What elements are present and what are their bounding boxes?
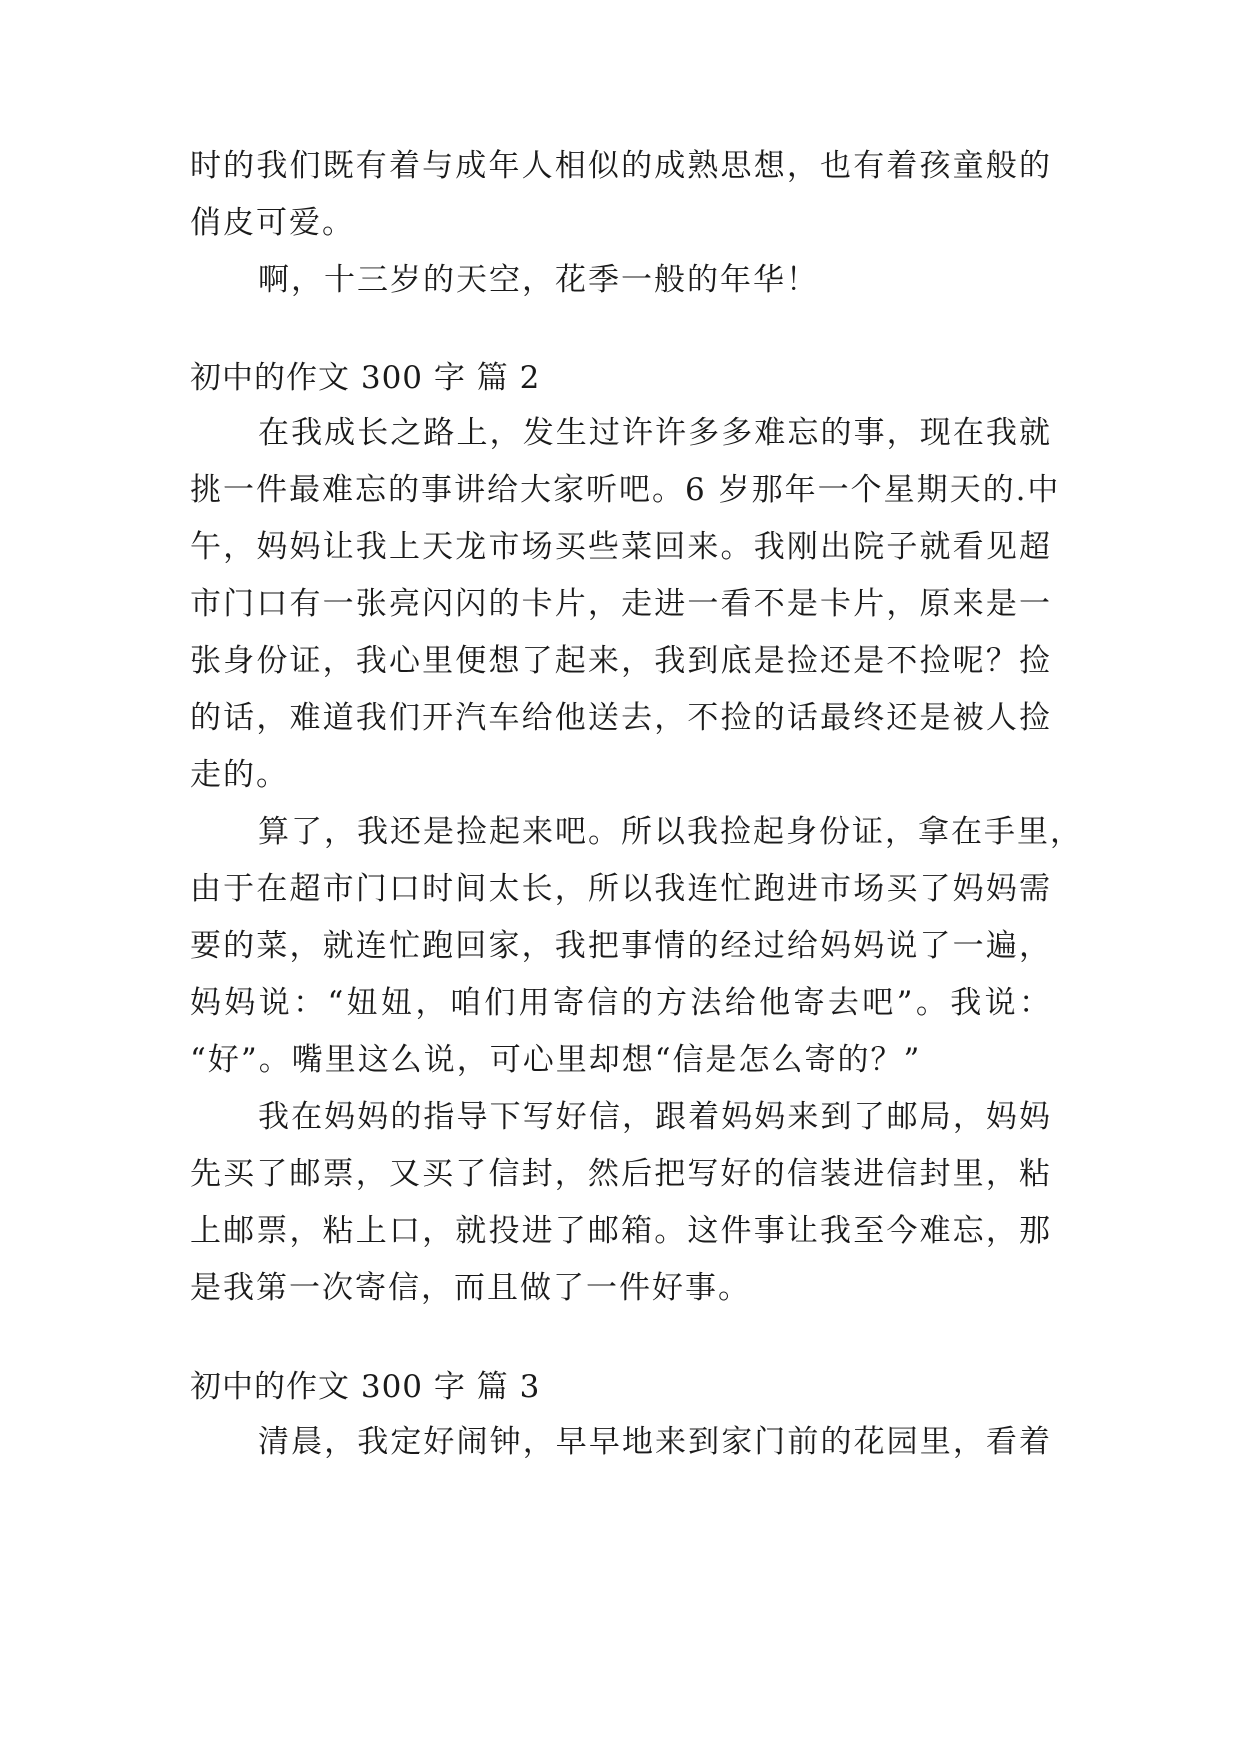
text-line: 市门口有一张亮闪闪的卡片，走进一看不是卡片，原来是一: [190, 586, 1052, 622]
text-line: 俏皮可爱。: [190, 205, 355, 241]
document-page: [190, 0, 1083, 1754]
text-line: 妈妈说：“妞妞，咱们用寄信的方法给他寄去吧”。我说：: [190, 985, 1052, 1021]
text-line: 清晨，我定好闹钟，早早地来到家门前的花园里，看着: [258, 1424, 1052, 1460]
section-heading-2: 初中的作文 300 字 篇 2: [190, 360, 541, 396]
text-line: 在我成长之路上，发生过许许多多难忘的事，现在我就: [258, 415, 1052, 451]
text-line: 我在妈妈的指导下写好信，跟着妈妈来到了邮局，妈妈: [258, 1099, 1052, 1135]
text-line: “好”。嘴里这么说，可心里却想“信是怎么寄的？”: [190, 1042, 922, 1078]
text-line: 午，妈妈让我上天龙市场买些菜回来。我刚出院子就看见超: [190, 529, 1052, 565]
text-line: 由于在超市门口时间太长，所以我连忙跑进市场买了妈妈需: [190, 871, 1052, 907]
text-line: 啊，十三岁的天空，花季一般的年华！: [258, 262, 819, 298]
section-heading-3: 初中的作文 300 字 篇 3: [190, 1369, 541, 1405]
text-line: 先买了邮票，又买了信封，然后把写好的信装进信封里，粘: [190, 1156, 1052, 1192]
text-line: 要的菜，就连忙跑回家，我把事情的经过给妈妈说了一遍，: [190, 928, 1052, 964]
text-line: 是我第一次寄信，而且做了一件好事。: [190, 1270, 751, 1306]
text-line: 时的我们既有着与成年人相似的成熟思想，也有着孩童般的: [190, 148, 1052, 184]
text-line: 上邮票，粘上口，就投进了邮箱。这件事让我至今难忘，那: [190, 1213, 1052, 1249]
text-line: 走的。: [190, 757, 289, 793]
text-line: 张身份证，我心里便想了起来，我到底是捡还是不捡呢？捡: [190, 643, 1052, 679]
text-line: 挑一件最难忘的事讲给大家听吧。6 岁那年一个星期天的.中: [190, 472, 1061, 508]
text-line: 算了，我还是捡起来吧。所以我捡起身份证，拿在手里，: [258, 814, 1083, 850]
text-line: 的话，难道我们开汽车给他送去，不捡的话最终还是被人捡: [190, 700, 1052, 736]
